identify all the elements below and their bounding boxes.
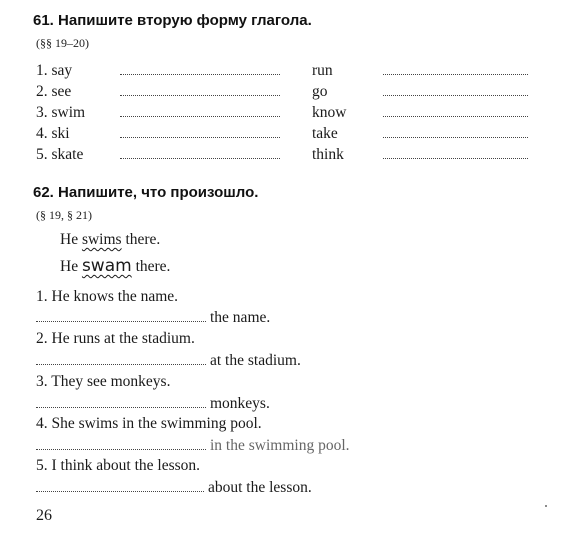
answer-blank[interactable]	[36, 309, 206, 322]
sample-verb: swims	[81, 231, 122, 248]
exercise-61-reference: (§§ 19–20)	[36, 36, 89, 50]
verb-row-3	[0, 103, 571, 123]
verb-right: think	[312, 146, 344, 163]
verb-row-4	[0, 124, 571, 144]
verb-row-2	[0, 82, 571, 102]
answer-blank[interactable]	[120, 158, 280, 159]
answer-blank[interactable]	[120, 74, 280, 75]
answer-blank[interactable]	[383, 158, 528, 159]
task-answer-5	[36, 479, 312, 497]
verb-left: 4. ski	[36, 125, 70, 142]
answer-blank[interactable]	[36, 479, 204, 492]
task-answer-1	[36, 309, 270, 327]
answer-blank[interactable]	[120, 95, 280, 96]
answer-tail: about the lesson.	[208, 479, 312, 496]
answer-tail: at the stadium.	[210, 352, 301, 369]
task-sentence-5: 5. I think about the lesson.	[36, 457, 201, 474]
sample-word: He	[60, 231, 79, 248]
verb-right: take	[312, 125, 338, 142]
paper-speck	[545, 505, 547, 507]
answer-tail: the name.	[210, 309, 271, 326]
task-sentence-3: 3. They see monkeys.	[36, 373, 171, 390]
verb-left: 1. say	[36, 62, 73, 79]
answer-blank[interactable]	[383, 137, 528, 138]
task-answer-3	[36, 395, 270, 413]
verb-right: run	[312, 62, 333, 79]
page-number: 26	[36, 507, 52, 524]
sample-verb-handwritten: swam	[81, 256, 132, 276]
answer-blank[interactable]	[383, 116, 528, 117]
exercise-62-title: 62. Напишите, что произошло.	[33, 184, 259, 201]
verb-row-5	[0, 145, 571, 165]
verb-left: 3. swim	[36, 104, 86, 121]
answer-tail: in the swimming pool.	[210, 437, 350, 454]
answer-blank[interactable]	[36, 437, 206, 450]
verb-row-1	[0, 61, 571, 81]
sample-word: there.	[135, 258, 171, 275]
verb-right: know	[312, 104, 347, 121]
task-sentence-4: 4. She swims in the swimming pool.	[36, 415, 262, 432]
sample-word: there.	[125, 231, 161, 248]
verb-right: go	[312, 83, 328, 100]
answer-blank[interactable]	[120, 137, 280, 138]
task-answer-2	[36, 352, 301, 370]
task-answer-4	[36, 437, 350, 455]
answer-blank[interactable]	[383, 95, 528, 96]
sample-line-2	[60, 256, 170, 276]
sample-line-1	[60, 231, 160, 249]
answer-tail: monkeys.	[210, 395, 270, 412]
sample-word: He	[60, 258, 79, 275]
verb-left: 2. see	[36, 83, 72, 100]
answer-blank[interactable]	[120, 116, 280, 117]
answer-blank[interactable]	[36, 395, 206, 408]
exercise-62-reference: (§ 19, § 21)	[36, 208, 92, 222]
answer-blank[interactable]	[36, 352, 206, 365]
task-sentence-1: 1. He knows the name.	[36, 288, 179, 305]
exercise-61-title: 61. Напишите вторую форму глагола.	[33, 12, 312, 29]
task-sentence-2: 2. He runs at the stadium.	[36, 330, 195, 347]
answer-blank[interactable]	[383, 74, 528, 75]
verb-left: 5. skate	[36, 146, 84, 163]
